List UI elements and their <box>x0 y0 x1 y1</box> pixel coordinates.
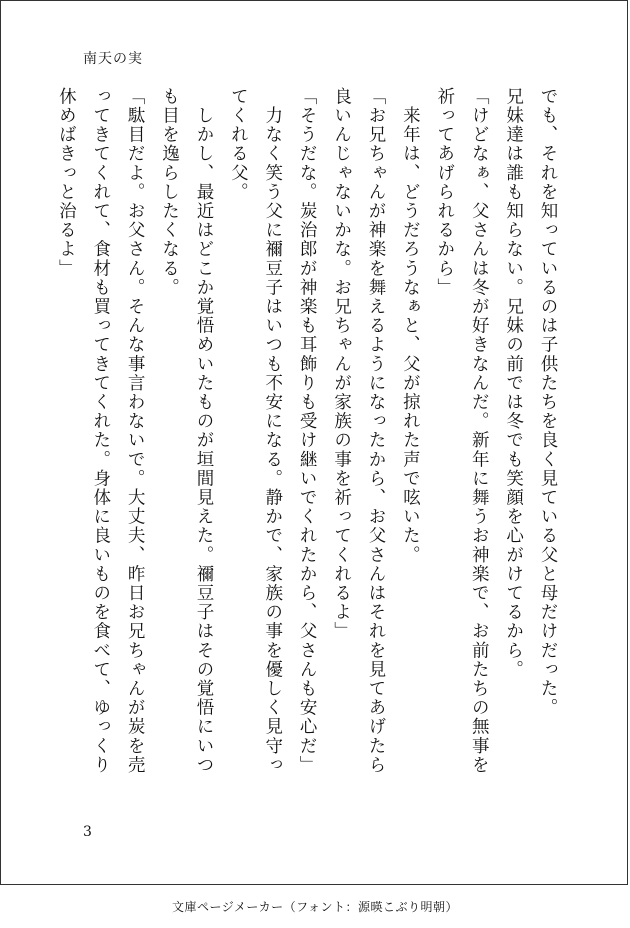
text-line: 「けどなぁ、父さんは冬が好きなんだ。新年に舞うお神楽で、お前たちの無事を <box>469 87 490 775</box>
text-line: 「お兄ちゃんが神楽を舞えるようになったから、お父さんはそれを見てあげたら <box>365 87 386 775</box>
running-header-title: 南天の実 <box>83 51 143 67</box>
text-line: 「駄目だよ。お父さん。そんな事言わないで。大丈夫、昨日お兄ちゃんが炭を売 <box>125 87 146 775</box>
text-line: 良いんじゃないかな。お兄ちゃんが家族の事を祈ってくれるよ」 <box>331 87 352 641</box>
generator-credit: 文庫ページメーカー（フォント：源暎こぶり明朝） <box>171 900 459 914</box>
vertical-text-body <box>56 87 565 807</box>
text-line: 力なく笑う父に禰豆子はいつも不安になる。静かで、家族の事を優しく見守っ <box>262 87 283 775</box>
page-number: 3 <box>83 824 92 840</box>
text-line: てくれる父。 <box>228 87 249 202</box>
text-line: 休めばきっと治るよ」 <box>56 87 77 278</box>
text-line: 祈ってあげられるから」 <box>434 87 455 298</box>
text-line: 「そうだな。炭治郎が神楽も耳飾りも受け継いでくれたから、父さんも安心だ」 <box>297 87 318 775</box>
text-line: も目を逸らしたくなる。 <box>159 87 180 298</box>
text-line: でも、それを知っているのは子供たちを良く見ている父と母だけだった。 <box>538 87 558 718</box>
text-line: ってきてくれて、食材も買ってきてくれた。身体に良いものを食べて、ゆっくり <box>90 87 111 775</box>
text-line: 来年は、どうだろうなぁと、父が掠れた声で呟いた。 <box>400 87 421 565</box>
text-line: しかし、最近はどこか覚悟めいたものが垣間見えた。禰豆子はその覚悟にいつ <box>193 87 214 775</box>
text-line: 兄妹達は誰も知らない。兄妹の前では冬でも笑顔を心がけてるから。 <box>503 87 524 680</box>
